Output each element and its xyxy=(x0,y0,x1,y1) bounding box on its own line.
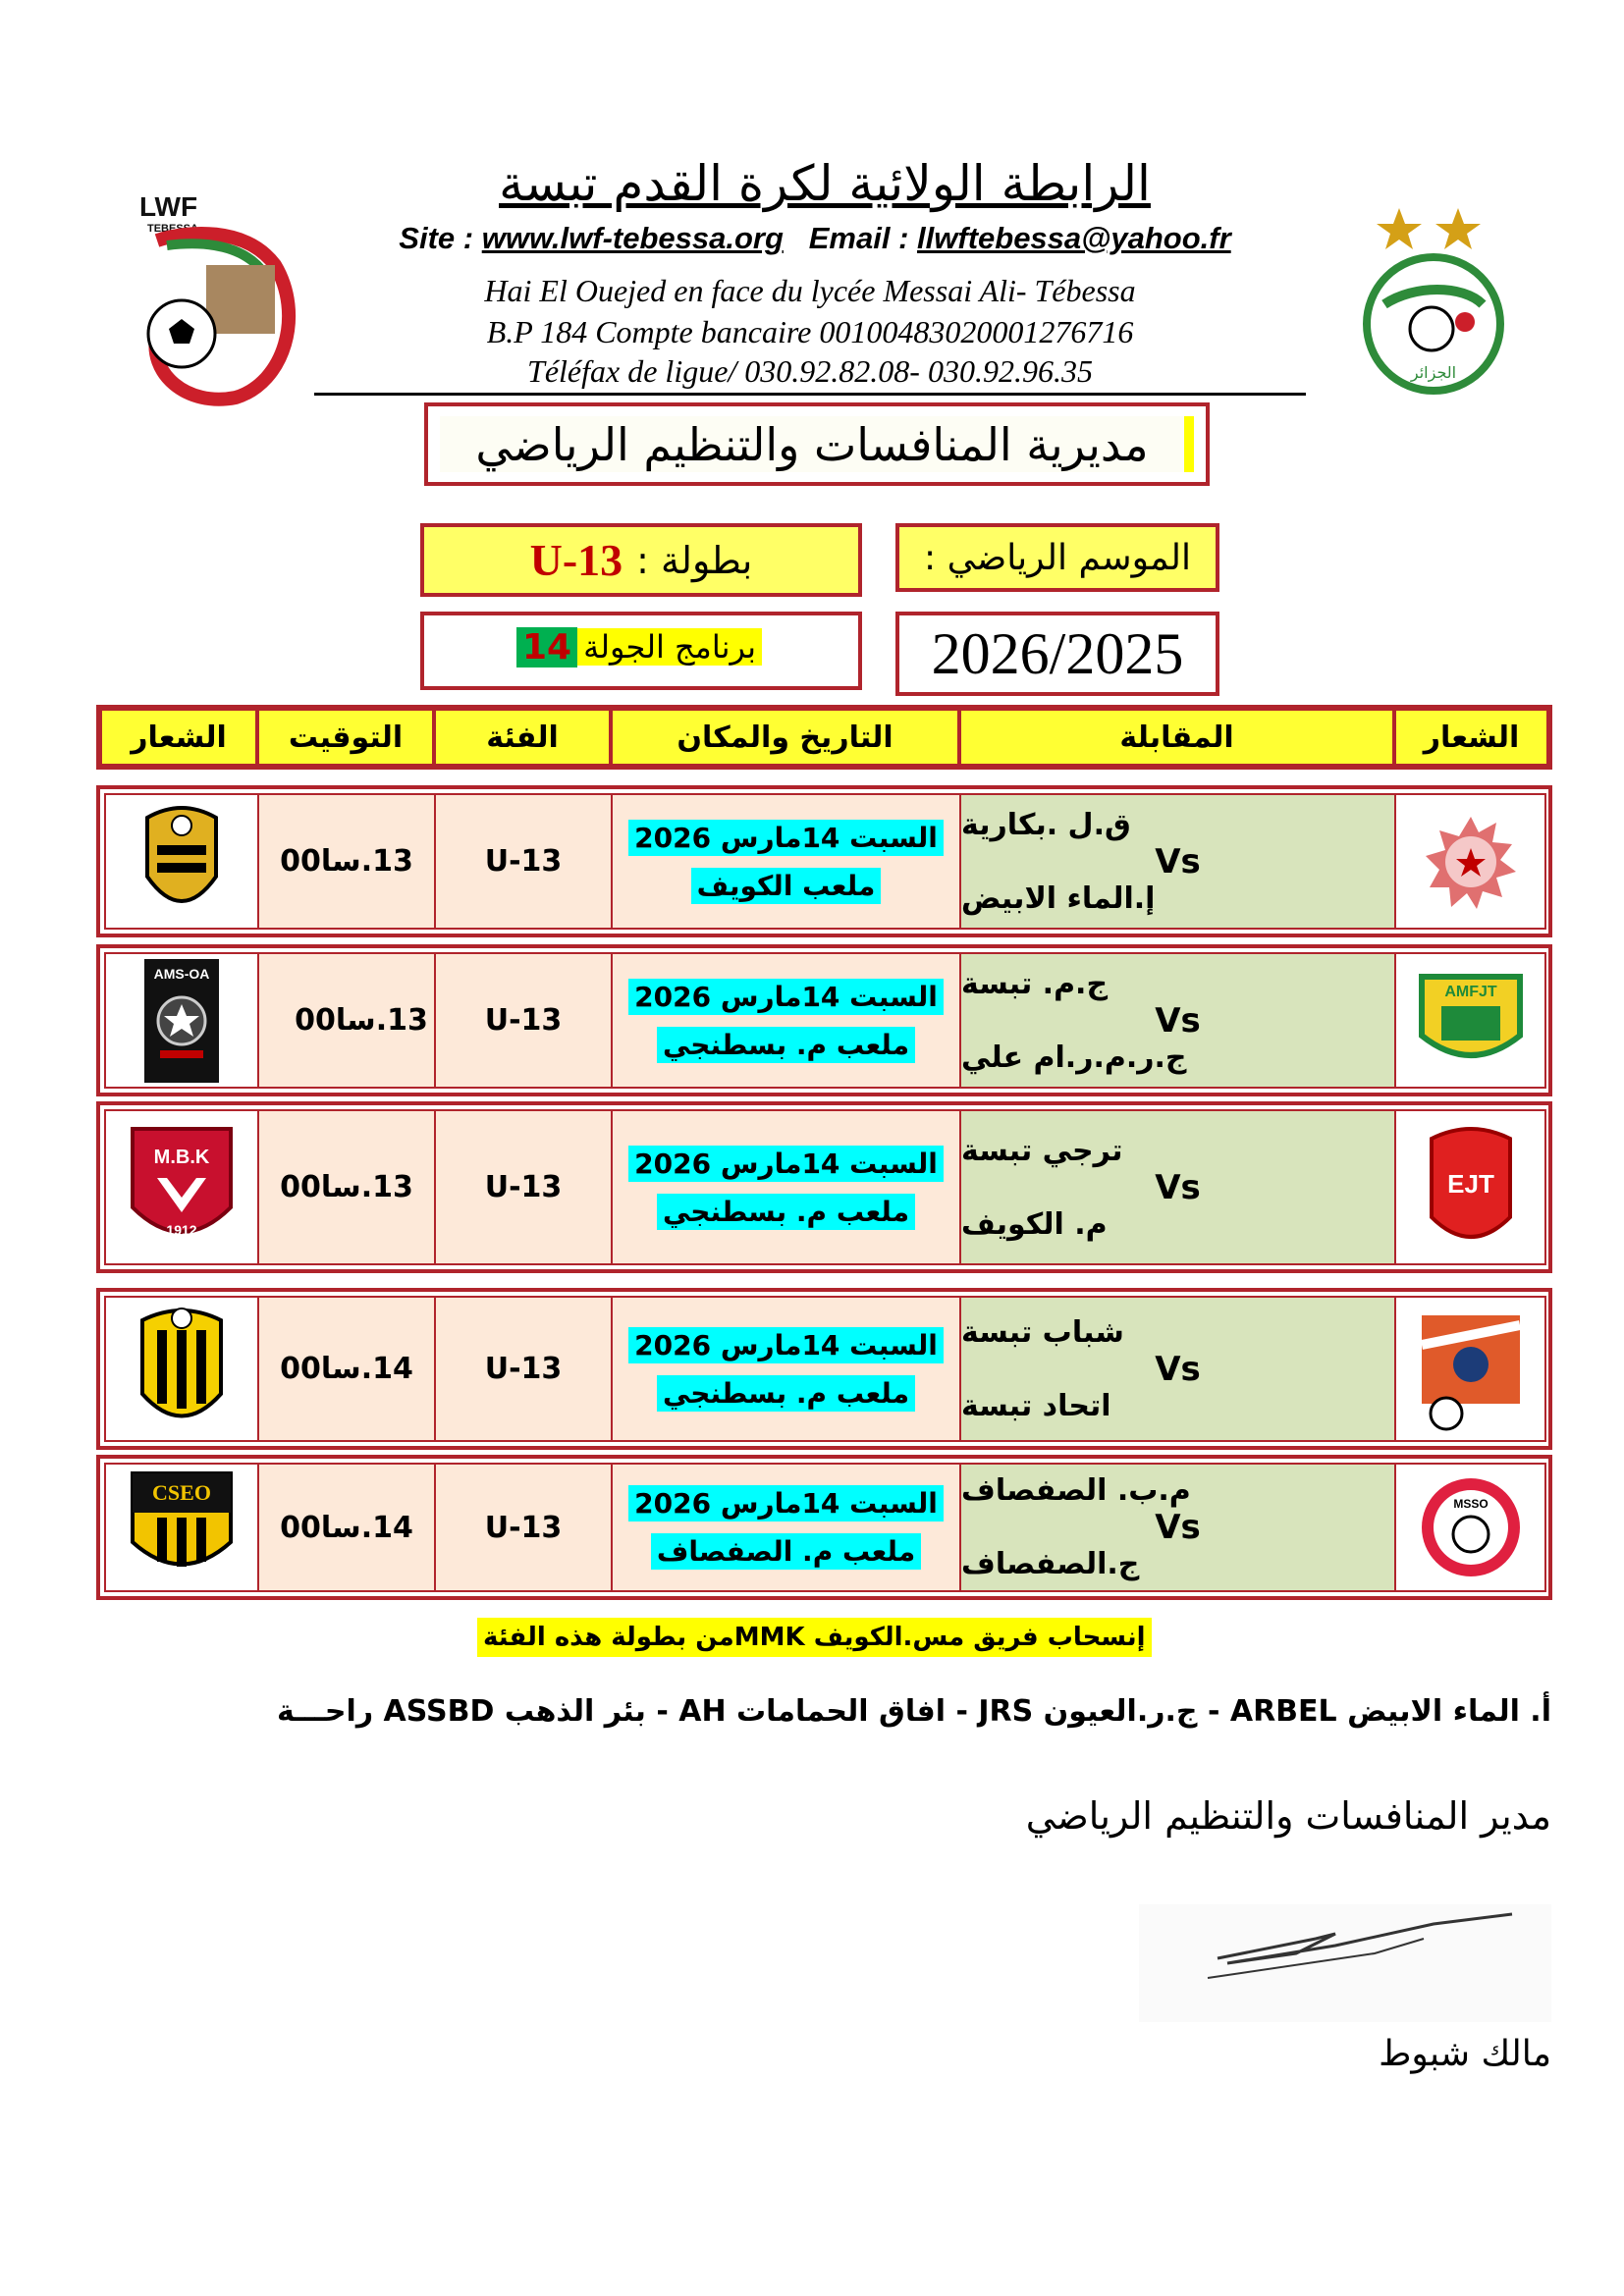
site-link[interactable]: www.lwf-tebessa.org xyxy=(481,221,784,255)
date-place-cell xyxy=(611,1463,961,1592)
address: Hai El Ouejed en face du lycée Messai Ali- Tébessa xyxy=(484,273,1136,308)
away-team-logo xyxy=(104,1109,259,1265)
time-cell: 13.سا00 xyxy=(257,793,436,930)
date-place-cell xyxy=(611,1109,961,1265)
signature-title: مدير المنافسات والتنظيم الرياضي xyxy=(1025,1794,1551,1838)
match-date: السبت 14مارس 2026 xyxy=(628,979,944,1015)
home-team: ج.م. تبسة xyxy=(961,966,1109,1001)
home-team-logo xyxy=(1394,793,1546,930)
table-row xyxy=(96,1455,1552,1600)
away-team: ج.ر.م.ر.ام علي xyxy=(961,1040,1187,1075)
header-divider xyxy=(314,393,1306,396)
category-cell: U-13 xyxy=(434,793,613,930)
away-team-logo xyxy=(104,1296,259,1442)
season-label-box: الموسم الرياضي : xyxy=(895,523,1219,592)
home-team: ترجي تبسة xyxy=(961,1133,1123,1168)
away-team-logo xyxy=(104,793,259,930)
withdrawal-note: إنسحاب فريق مس.الكويف MMKمن بطولة هذه الفئة xyxy=(477,1618,1152,1657)
svg-text:TEBESSA: TEBESSA xyxy=(147,223,198,235)
match-venue: ملعب م. بسطنجي xyxy=(657,1375,915,1412)
category-cell: U-13 xyxy=(434,1463,613,1592)
match-venue: ملعب م. الصفصاف xyxy=(651,1533,921,1570)
match-venue: ملعب م. بسطنجي xyxy=(657,1027,915,1063)
away-team: إ.الماء الابيض xyxy=(961,881,1156,916)
date-place-cell xyxy=(611,793,961,930)
match-venue: ملعب م. بسطنجي xyxy=(657,1194,915,1230)
directorate-title: مديرية المنافسات والتنظيم الرياضي xyxy=(440,416,1194,472)
home-team-logo xyxy=(1394,1296,1546,1442)
away-team-logo xyxy=(104,1463,259,1592)
home-team: م.ب. الصفصاف xyxy=(961,1473,1191,1508)
vs-label: Vs xyxy=(1155,841,1201,881)
match-cell xyxy=(959,1463,1396,1592)
league-name: الرابطة الولائية لكرة القدم تبسة xyxy=(499,155,1151,212)
vs-label: Vs xyxy=(1155,1167,1201,1207)
match-date: السبت 14مارس 2026 xyxy=(628,1485,944,1522)
header-date-place: التاريخ والمكان xyxy=(610,708,960,767)
table-header xyxy=(96,705,1552,770)
header-category: الفئة xyxy=(433,708,612,767)
svg-text:AMS-OA: AMS-OA xyxy=(153,965,210,982)
svg-text:M.B.K: M.B.K xyxy=(153,1146,210,1168)
category-cell: U-13 xyxy=(434,1296,613,1442)
svg-text:الجزائر: الجزائر xyxy=(1410,363,1457,382)
time-cell: 13.سا00 xyxy=(257,1109,436,1265)
svg-text:EJT: EJT xyxy=(1446,1168,1494,1199)
vs-label: Vs xyxy=(1155,1349,1201,1389)
site-email-line: Site : www.lwf-tebessa.org Email : llwftebessa@yahoo.fr xyxy=(399,221,1231,255)
match-cell xyxy=(959,1109,1396,1265)
director-name: مالك شبوط xyxy=(1379,2034,1551,2074)
vs-label: Vs xyxy=(1155,1508,1201,1547)
svg-text:MSSO: MSSO xyxy=(1452,1497,1489,1511)
email-link[interactable]: llwftebessa@yahoo.fr xyxy=(917,221,1231,255)
header-match: المقابلة xyxy=(958,708,1395,767)
category-cell: U-13 xyxy=(434,952,613,1089)
date-place-cell xyxy=(611,952,961,1089)
away-team: ج.الصفصاف xyxy=(961,1547,1140,1581)
category-cell: U-13 xyxy=(434,1109,613,1265)
away-team: م. الكويف xyxy=(961,1206,1108,1242)
signature-scribble xyxy=(1139,1904,1551,2022)
away-team: اتحاد تبسة xyxy=(961,1388,1111,1423)
table-row xyxy=(96,1288,1552,1450)
time-cell: 14.سا00 xyxy=(257,1463,436,1592)
match-date: السبت 14مارس 2026 xyxy=(628,1327,944,1363)
home-team: شباب تبسة xyxy=(961,1314,1124,1350)
vs-label: Vs xyxy=(1155,1000,1201,1041)
match-cell xyxy=(959,793,1396,930)
lwf-logo xyxy=(128,187,314,412)
match-date: السبت 14مارس 2026 xyxy=(628,1146,944,1182)
time-cell: 13.سا00 xyxy=(257,952,436,1089)
header-logo-right: الشعار xyxy=(1393,708,1549,767)
svg-text:AMFJT: AMFJT xyxy=(1443,983,1497,1000)
home-team-logo xyxy=(1394,1463,1546,1592)
season-value-box: 2026/2025 xyxy=(895,612,1219,696)
match-venue: ملعب الكويف xyxy=(691,868,882,904)
round-box: برنامج الجولة 14 xyxy=(420,612,862,690)
championship-box: بطولة : U-13 xyxy=(420,523,862,597)
svg-text:CSEO: CSEO xyxy=(152,1480,211,1505)
directorate-banner xyxy=(424,402,1210,486)
match-date: السبت 14مارس 2026 xyxy=(628,820,944,856)
rest-teams: أ. الماء الابيض ARBEL - ج.ر.العيون JRS - افاق الحمامات AH - بئر الذهب ASSBD راحـــة xyxy=(276,1694,1551,1729)
table-row xyxy=(96,785,1552,937)
table-row xyxy=(96,944,1552,1096)
table-row xyxy=(96,1101,1552,1273)
svg-text:1912: 1912 xyxy=(166,1221,197,1238)
header-logo-left: الشعار xyxy=(99,708,258,767)
match-cell xyxy=(959,952,1396,1089)
home-team: ق.ل .بكارية xyxy=(961,807,1131,842)
bank-info: B.P 184 Compte bancaire 0010048302000127671​6 xyxy=(486,314,1134,349)
match-cell xyxy=(959,1296,1396,1442)
away-team-logo xyxy=(104,952,259,1089)
time-cell: 14.سا00 xyxy=(257,1296,436,1442)
faf-logo xyxy=(1355,196,1532,402)
home-team-logo xyxy=(1394,952,1546,1089)
header-time: التوقيت xyxy=(256,708,435,767)
home-team-logo xyxy=(1394,1109,1546,1265)
date-place-cell xyxy=(611,1296,961,1442)
phone-info: Téléfax de ligue/ 030.92.82.08- 030.92.96.35 xyxy=(527,353,1093,389)
svg-text:LWF: LWF xyxy=(139,191,198,222)
